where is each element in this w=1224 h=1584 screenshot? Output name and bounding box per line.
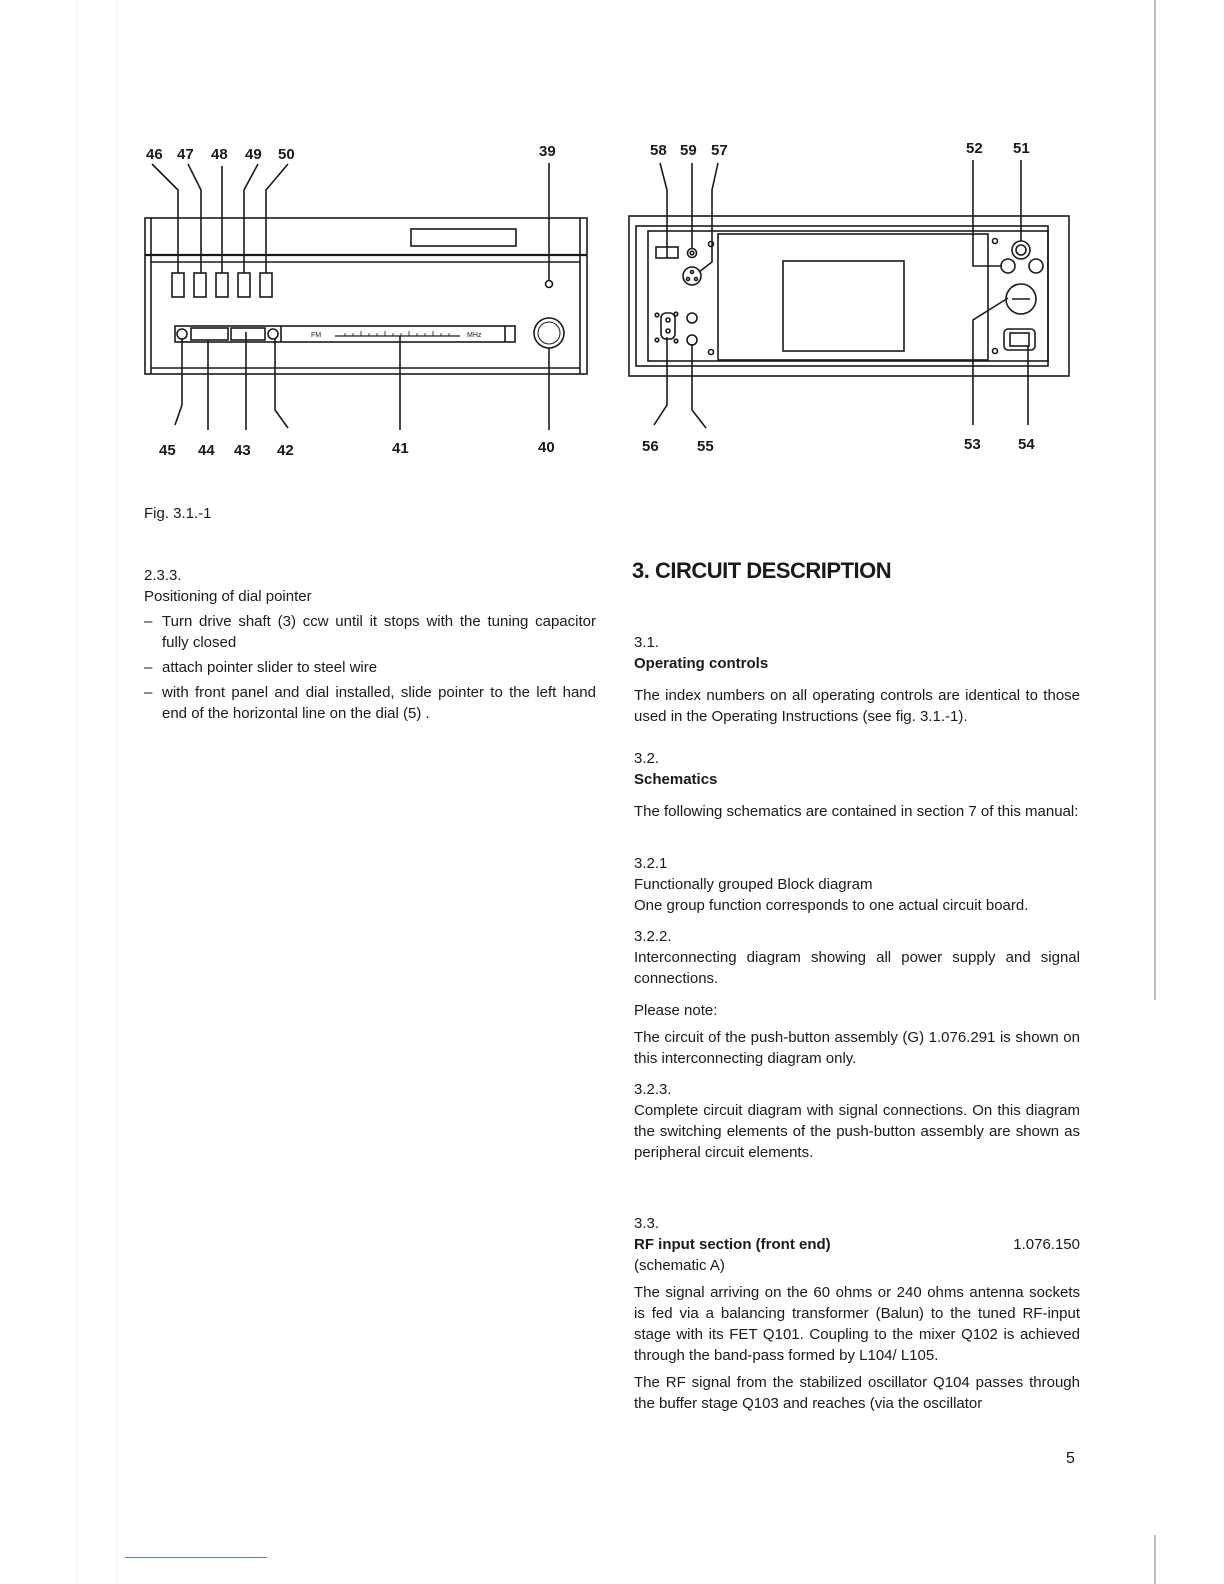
label-39: 39 (539, 143, 556, 160)
dial-fm-label: FM (311, 332, 322, 339)
list-item: – attach pointer slider to steel wire (144, 657, 596, 678)
bottom-rule (125, 1557, 267, 1558)
list-item: – Turn drive shaft (3) ccw until it stops with the tuning capacitor fully closed (144, 611, 596, 653)
label-56: 56 (642, 438, 659, 455)
label-59: 59 (680, 142, 697, 159)
section-3-2-2 (634, 926, 1080, 989)
label-47: 47 (177, 146, 194, 163)
push-button-50 (260, 273, 272, 297)
label-46: 46 (146, 146, 163, 163)
section-number: 3.2. (634, 750, 660, 767)
section-number: 3.2.1 (634, 855, 668, 872)
section-heading-row (634, 1234, 1080, 1255)
push-button-47 (194, 273, 206, 297)
push-button-46 (172, 273, 184, 297)
label-40: 40 (538, 439, 555, 456)
push-button-49 (238, 273, 250, 297)
section-3-3 (634, 1213, 1080, 1414)
section-heading: RF input section (front end) (634, 1236, 831, 1253)
paragraph: The signal arriving on the 60 ohms or 240 ohms antenna sockets is fed via a balancing transformer (Balun) to the tuned RF-input stage with its FET Q101. Coupling to the mixer Q102 is achieved through the band-pass formed by L104/ L105. (634, 1284, 1080, 1364)
paragraph: The index numbers on all operating controls are identical to those used in the Operating Instructions (see fig. 3.1.-1). (634, 687, 1080, 725)
part-number: 1.076.150 (1013, 1236, 1080, 1253)
dial-scale (345, 331, 449, 336)
paragraph: Interconnecting diagram showing all power supply and signal connections. (634, 949, 1080, 987)
section-heading: Operating controls (634, 655, 769, 672)
dial-mhz-label: MHz (467, 332, 482, 339)
left-column (144, 565, 596, 728)
section-number: 3.1. (634, 634, 660, 651)
label-54: 54 (1018, 436, 1035, 453)
label-41: 41 (392, 440, 409, 457)
rear-panel-drawing (629, 160, 1069, 428)
section-number: 3.2.2. (634, 928, 672, 945)
label-55: 55 (697, 438, 714, 455)
section-number: 2.3.3. (144, 567, 182, 584)
section-number: 3.2.3. (634, 1081, 672, 1098)
indicator-39 (546, 281, 553, 288)
label-44: 44 (198, 442, 215, 459)
section-heading: Positioning of dial pointer (144, 588, 312, 605)
label-42: 42 (277, 442, 294, 459)
figure-caption: Fig. 3.1.-1 (144, 505, 212, 522)
label-43: 43 (234, 442, 251, 459)
indicator-45 (177, 329, 187, 339)
push-button-48 (216, 273, 228, 297)
label-53: 53 (964, 436, 981, 453)
note-label: Please note: (634, 1002, 718, 1019)
paragraph: The following schematics are contained in section 7 of this manual: (634, 803, 1079, 820)
label-50: 50 (278, 146, 295, 163)
scan-edge-right-bottom (1154, 1535, 1156, 1584)
section-3-2-3 (634, 1079, 1080, 1163)
note (634, 1000, 1080, 1069)
label-52: 52 (966, 140, 983, 157)
paragraph: The circuit of the push-button assembly (G) 1.076.291 is shown on this interconnecting diagram only. (634, 1029, 1080, 1067)
paragraph: The RF signal from the stabilized oscillator Q104 passes through the buffer stage Q103 and reaches (via the oscillator (634, 1374, 1080, 1412)
schematic-ref: (schematic A) (634, 1257, 725, 1274)
label-58: 58 (650, 142, 667, 159)
section-number: 3.3. (634, 1215, 660, 1232)
indicator-42 (268, 329, 278, 339)
section-3-1 (634, 632, 1080, 727)
section-heading: Schematics (634, 771, 718, 788)
paragraph: Functionally grouped Block diagram (634, 876, 873, 893)
page-number: 5 (1066, 1450, 1075, 1467)
label-49: 49 (245, 146, 262, 163)
section-3-2-1 (634, 853, 1080, 916)
section-3-2 (634, 748, 1080, 822)
label-48: 48 (211, 146, 228, 163)
paragraph: Complete circuit diagram with signal connections. On this diagram the switching elements of the push-button assembly are shown as peripheral circuit elements. (634, 1102, 1080, 1161)
front-panel-drawing (145, 163, 587, 430)
label-57: 57 (711, 142, 728, 159)
figure-3-1-1 (0, 0, 1224, 480)
list-item: – with front panel and dial installed, slide pointer to the left hand end of the horizontal line on the dial (5) . (144, 682, 596, 724)
page-title: 3. CIRCUIT DESCRIPTION (632, 558, 892, 583)
paragraph: One group function corresponds to one actual circuit board. (634, 897, 1029, 914)
label-51: 51 (1013, 140, 1030, 157)
label-45: 45 (159, 442, 176, 459)
